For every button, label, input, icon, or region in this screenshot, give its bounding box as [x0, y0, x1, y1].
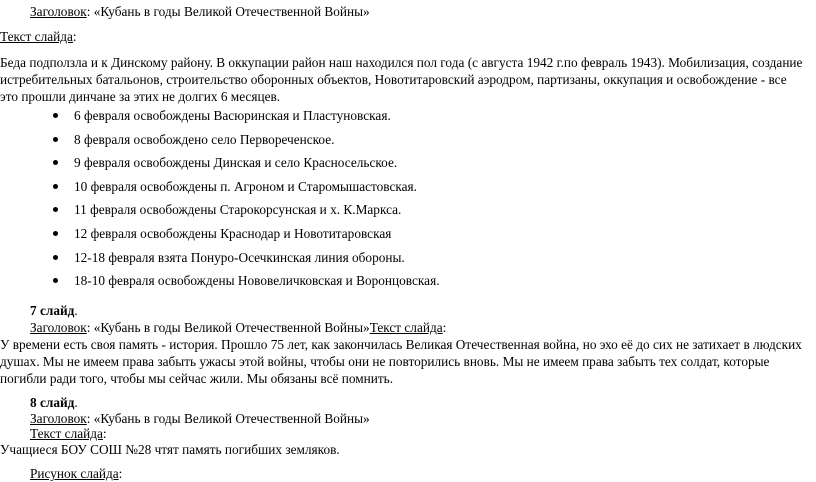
list-item-text: 10 февраля освобождены п. Агроном и Старомышастовская. [74, 178, 417, 194]
picture-label: Рисунок слайда [30, 466, 119, 481]
list-item-text: 9 февраля освобождены Динская и село Красносельское. [74, 155, 398, 171]
heading-value: : «Кубань в годы Великой Отечественной Войны» [86, 320, 370, 335]
slide-8-number [30, 394, 78, 411]
heading-value: : «Кубань в годы Великой Отечественной Войны» [86, 411, 370, 426]
slide-7-label: 7 слайд [30, 303, 75, 318]
list-item-text: 8 февраля освобождено село Первореченское. [74, 131, 335, 147]
bullet-icon [53, 137, 58, 142]
slide-8-dot: . [74, 395, 78, 410]
list-item-text: 12-18 февраля взята Понуро-Осечкинская линия обороны. [74, 249, 405, 265]
liberation-dates-list [0, 107, 760, 296]
text-label-line [0, 28, 77, 45]
bullet-icon [53, 184, 58, 189]
bullet-icon [53, 160, 58, 165]
heading-label: Заголовок [30, 4, 87, 19]
slide-7-number [30, 302, 78, 319]
list-item [0, 201, 760, 225]
list-item [0, 249, 760, 273]
heading-label: Заголовок [30, 411, 87, 426]
list-item [0, 272, 760, 296]
text-label-colon: : [442, 320, 447, 335]
intro-paragraph: Беда подползла и к Динскому району. В оккупации район наш находился пол года (с августа 1942 г.по февраль 1943). Мобилизация, создание истребительных батальонов, строительство оборонных объектов, Новотитаровский аэродром, партизаны, оккупация и освобождение - все это прошли динчане за этих не долгих 6 месяцев. [0, 55, 803, 104]
list-item [0, 154, 760, 178]
heading-line [30, 3, 370, 20]
list-item [0, 178, 760, 202]
list-item-text: 11 февраля освобождены Старокорсунская и х. К.Маркса. [74, 202, 402, 218]
text-label: Текст слайда [0, 29, 73, 44]
bullet-icon [53, 113, 58, 118]
heading-value: : «Кубань в годы Великой Отечественной Войны» [86, 4, 370, 19]
bullet-icon [53, 231, 58, 236]
bullet-icon [53, 278, 58, 283]
slide-8-label: 8 слайд [30, 395, 75, 410]
text-label: Текст слайда [30, 426, 103, 441]
slide-7-paragraph: У времени есть своя память - история. Прошло 75 лет, как закончилась Великая Отечественная война, но эхо её до сих не затихает в людских душах. Мы не имеем права забыть ужасы этой войны, чтобы они не повторились вновь. Мы не имеем права забыть тех солдат, которые погибли ради того, чтобы мы сейчас жили. Мы обязаны всё помнить. [0, 337, 802, 386]
text-label-colon: : [102, 426, 107, 441]
bullet-icon [53, 207, 58, 212]
list-item-text: 18-10 февраля освобождены Нововеличковская и Воронцовская. [74, 273, 440, 289]
bullet-icon [53, 255, 58, 260]
list-item [0, 107, 760, 131]
heading-label: Заголовок [30, 320, 87, 335]
list-item-text: 12 февраля освобождены Краснодар и Новотитаровская [74, 225, 392, 241]
slide-8-picture-line [30, 465, 122, 482]
list-item [0, 131, 760, 155]
picture-label-colon: : [118, 466, 123, 481]
slide-8-paragraph: Учащиеся БОУ СОШ №28 чтят память погибших земляков. [0, 442, 340, 457]
slide-8-text-label-line [30, 425, 107, 442]
slide-7-dot: . [74, 303, 78, 318]
text-label-colon: : [72, 29, 77, 44]
slide-7-heading-line [30, 319, 446, 336]
list-item [0, 225, 760, 249]
text-label: Текст слайда [369, 320, 443, 335]
list-item-text: 6 февраля освобождены Васюринская и Пластуновская. [74, 108, 391, 123]
